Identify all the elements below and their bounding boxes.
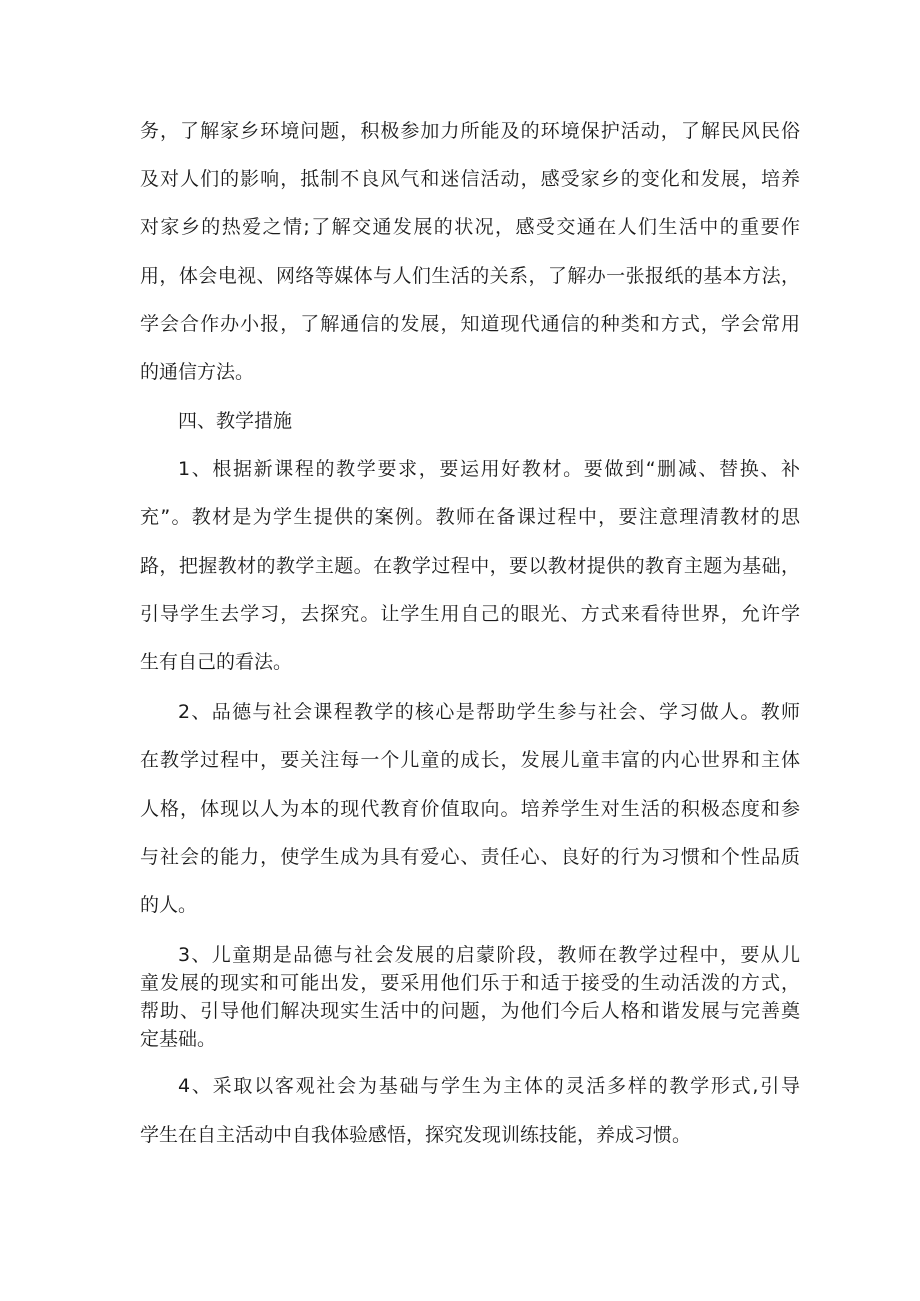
intro-line: 学会合作办小报，了解通信的发展，知道现代通信的种类和方式，学会常用 — [140, 313, 800, 335]
paragraph-2-line: 在教学过程中，要关注每一个儿童的成长，发展儿童丰富的内心世界和主体 — [140, 749, 800, 771]
paragraph-3-line: 3、儿童期是品德与社会发展的启蒙阶段，教师在教学过程中，要从儿 — [178, 944, 800, 966]
intro-line: 的通信方法。 — [140, 361, 255, 383]
section-heading: 四、教学措施 — [178, 410, 293, 432]
paragraph-4-line: 学生在自主活动中自我体验感悟，探究发现训练技能，养成习惯。 — [140, 1124, 692, 1146]
paragraph-2-line: 人格，体现以人为本的现代教育价值取向。培养学生对生活的积极态度和参 — [140, 798, 800, 820]
paragraph-2-line: 与社会的能力，使学生成为具有爱心、责任心、良好的行为习惯和个性品质 — [140, 846, 800, 868]
paragraph-1-line: 路，把握教材的教学主题。在教学过程中，要以教材提供的教育主题为基础， — [140, 555, 800, 577]
paragraph-1-line: 引导学生去学习，去探究。让学生用自己的眼光、方式来看待世界，允许学 — [140, 603, 800, 625]
paragraph-3-line: 帮助、引导他们解决现实生活中的问题，为他们今后人格和谐发展与完善奠 — [140, 1000, 800, 1022]
paragraph-2-line: 的人。 — [140, 894, 198, 916]
paragraph-3-line: 定基础。 — [140, 1028, 217, 1050]
paragraph-1-line: 充”。教材是为学生提供的案例。教师在备课过程中，要注意理清教材的思 — [140, 506, 800, 528]
intro-line: 对家乡的热爱之情;了解交通发展的状况，感受交通在人们生活中的重要作 — [140, 216, 800, 238]
paragraph-1-line: 1、根据新课程的教学要求，要运用好教材。要做到“删减、替换、补 — [178, 458, 800, 480]
paragraph-3-line: 童发展的现实和可能出发，要采用他们乐于和适于接受的生动活泼的方式， — [140, 972, 800, 994]
intro-line: 及对人们的影响，抵制不良风气和迷信活动，感受家乡的变化和发展，培养 — [140, 168, 800, 190]
intro-line: 务，了解家乡环境问题，积极参加力所能及的环境保护活动，了解民风民俗 — [140, 120, 800, 142]
intro-line: 用，体会电视、网络等媒体与人们生活的关系，了解办一张报纸的基本方法， — [140, 265, 800, 287]
paragraph-4-line: 4、采取以客观社会为基础与学生为主体的灵活多样的教学形式,引导 — [178, 1075, 800, 1097]
paragraph-1-line: 生有自己的看法。 — [140, 651, 293, 673]
paragraph-2-line: 2、品德与社会课程教学的核心是帮助学生参与社会、学习做人。教师 — [178, 701, 800, 723]
